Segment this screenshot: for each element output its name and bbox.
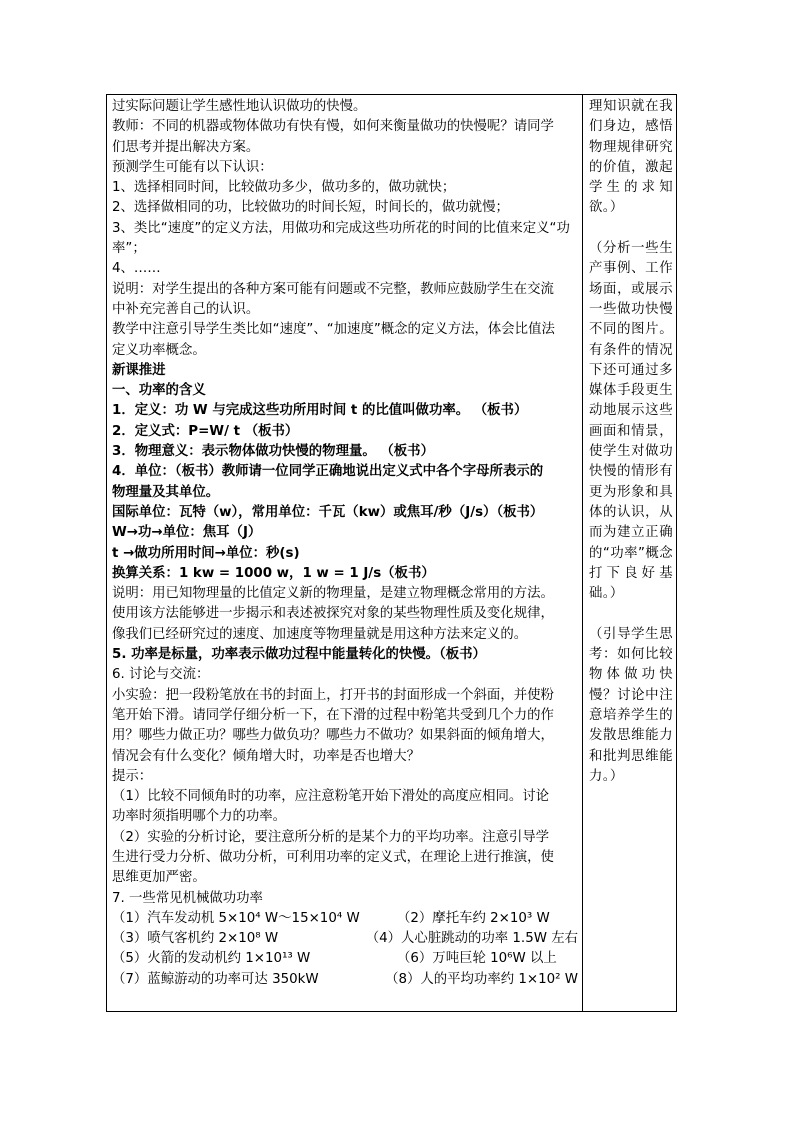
discussion-line: 情况会有什么变化？倾角增大时，功率是否也增大？ (112, 748, 420, 764)
scalar-point: 5. 功率是标量，功率表示做功过程中能量转化的快慢。（板书） (112, 647, 486, 663)
side-note: 理知识就在我们身边，感悟物理规律研究的价值，激起学生的求知欲。） (589, 99, 673, 216)
unit-line: 国际单位：瓦特（w），常用单位：千瓦（kw）或焦耳/秒（J/s）（板书） (112, 504, 544, 520)
discussion-line: （1）比较不同倾角时的功率，应注意粉笔开始下滑处的高度应相同。讨论 (112, 789, 550, 805)
side-note: （引导学生思考：如何比较物体做功快慢？讨论中注意培养学生的发散思维能力和批判思维能力。） (589, 626, 673, 784)
machine-row (112, 949, 578, 969)
discussion-line: （2）实验的分析讨论，要注意所分析的是某个力的平均功率。注意引导学 (112, 829, 550, 845)
text-line: 3、类比“速度”的定义方法，用做功和完成这些功所花的时间的比值来定义“功 (112, 220, 570, 236)
note-line: 使用该方法能够进一步揭示和表述被探究对象的某些物理性质及变化规律， (112, 606, 554, 622)
text-line: 4、…… (112, 261, 161, 277)
machine-row (112, 929, 578, 949)
formula-line: 2．定义式：P=W/ t （板书） (112, 423, 299, 439)
text-line: 教师：不同的机器或物体做功有快有慢，如何来衡量做功的快慢呢？请同学 (112, 119, 554, 135)
text-line: 过实际问题让学生感性地认识做功的快慢。 (112, 99, 367, 114)
text-line: 说明：对学生提出的各种方案可能有问题或不完整，教师应鼓励学生在交流 (112, 281, 554, 297)
text-line: 们思考并提出解决方案。 (112, 139, 260, 155)
discussion-line: 笔开始下滑。请同学仔细分析一下，在下滑的过程中粉笔共受到几个力的作 (112, 707, 554, 723)
discussion-line: 用？哪些力做正功？哪些力做负功？哪些力不做功？如果斜面的倾角增大， (112, 728, 554, 744)
text-line: 1、选择相同时间，比较做功多少，做功多的，做功就快； (112, 180, 456, 196)
unit-line: 4．单位：（板书）教师请一位同学正确地说出定义式中各个字母所表示的 (112, 464, 544, 480)
machine-item: （1）汽车发动机 5×10⁴ W～15×10⁴ W (112, 910, 360, 926)
side-note: （分析一些生产事例、工作场面，或展示一些做功快慢不同的图片。有条件的情况下还可通过多媒体手段更生动地展示这些画面和情景，使学生对做功快慢的情形有更为形象和具体的认识，从而为建立正确的“功率”概念打下良好基础。） (589, 241, 673, 602)
spacer (589, 604, 673, 624)
section-heading: 新课推进 (112, 362, 166, 378)
discussion-line: 小实验：把一段粉笔放在书的封面上，打开书的封面形成一个斜面，并使粉 (112, 687, 554, 703)
machine-row (112, 909, 578, 929)
machine-item: （6）万吨巨轮 10⁶W 以上 (397, 951, 557, 967)
meaning-line: 3．物理意义：表示物体做功快慢的物理量。 （板书） (112, 444, 434, 460)
machine-item: （8）人的平均功率约 1×10² W (385, 971, 578, 987)
unit-line: W→功→单位：焦耳（J） (112, 525, 262, 541)
discussion-line: 6. 讨论与交流： (112, 667, 210, 683)
lesson-content-column (112, 97, 578, 990)
discussion-line: 生进行受力分析、做功分析，可利用功率的定义式，在理论上进行推演，使 (112, 849, 554, 865)
text-line: 预测学生可能有以下认识： (112, 159, 273, 175)
machine-item: （5）火箭的发动机约 1×10¹³ W (112, 951, 311, 967)
column-divider (582, 95, 583, 1011)
machine-item: （2）摩托车约 2×10³ W (397, 910, 550, 926)
unit-line: t →做功所用时间→单位：秒(s) (112, 545, 300, 561)
conversion-line: 换算关系：1 kw = 1000 w，1 w = 1 J/s（板书） (112, 565, 435, 581)
text-line: 教学中注意引导学生类比如“速度”、“加速度”概念的定义方法，体会比值法 (112, 322, 555, 338)
definition-line: 1．定义：功 W 与完成这些功所用时间 t 的比值叫做功率。 （板书） (112, 403, 528, 419)
lesson-table (106, 94, 677, 1012)
discussion-line: 思维更加严密。 (112, 870, 206, 886)
machine-item: （4）人心脏跳动的功率 1.5W 左右 (365, 931, 578, 947)
design-intent-column (589, 97, 673, 787)
machine-row (112, 970, 578, 990)
text-line: 率”； (112, 241, 146, 257)
machine-item: （7）蓝鲸游动的功率可达 350kW (112, 971, 319, 987)
machine-item: （3）喷气客机约 2×10⁸ W (112, 931, 279, 947)
text-line: 2、选择做相同的功，比较做功的时间长短，时间长的，做功就慢； (112, 200, 509, 216)
section-heading: 一、功率的含义 (112, 383, 206, 399)
text-line: 定义功率概念。 (112, 342, 206, 358)
note-line: 说明：用已知物理量的比值定义新的物理量，是建立物理概念常用的方法。 (112, 586, 554, 602)
discussion-line: 7. 一些常见机械做功功率 (112, 890, 263, 906)
unit-line: 物理量及其单位。 (112, 484, 220, 500)
spacer (589, 219, 673, 239)
text-line: 中补充完善自己的认识。 (112, 301, 260, 317)
discussion-line: 功率时须指明哪个力的功率。 (112, 809, 287, 825)
discussion-line: 提示： (112, 768, 153, 784)
note-line: 像我们已经研究过的速度、加速度等物理量就是用这种方法来定义的。 (112, 626, 528, 642)
